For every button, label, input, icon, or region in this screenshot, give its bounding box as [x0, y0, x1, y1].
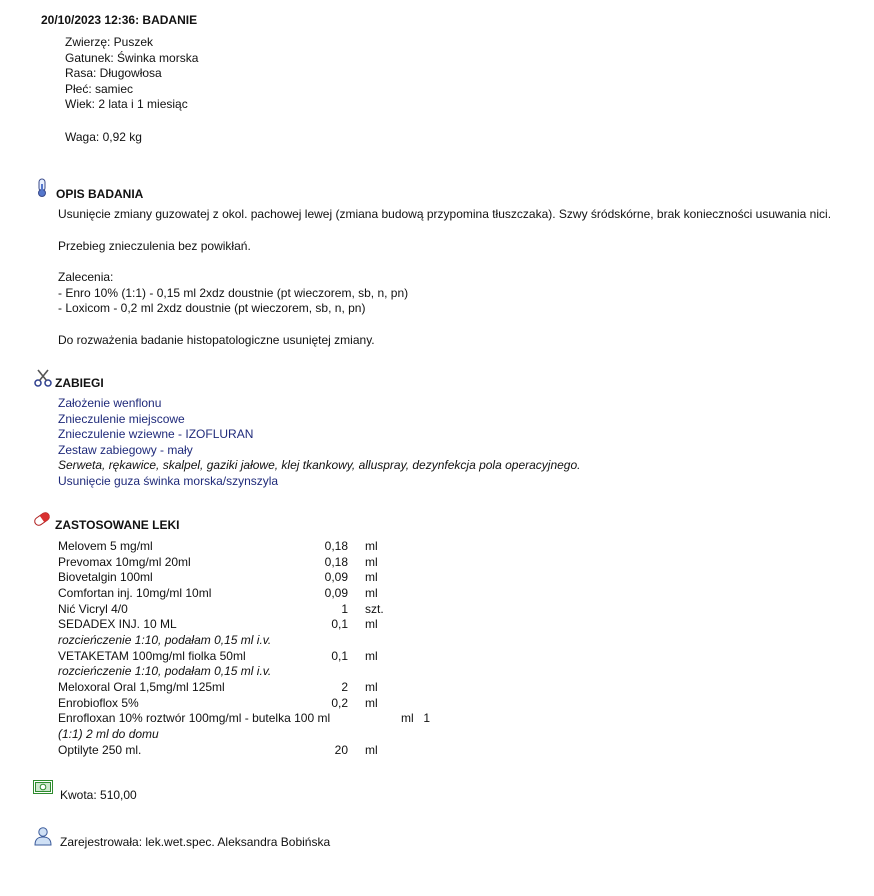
procedure-note: Serweta, rękawice, skalpel, gaziki jałowe, klej tkankowy, alluspray, dezynfekcja pola operacyjnego. [58, 458, 581, 473]
drugs-section-title: ZASTOSOWANE LEKI [55, 518, 180, 532]
drug-name: Comfortan inj. 10mg/ml 10ml [58, 586, 212, 600]
drug-note: rozcieńczenie 1:10, podałam 0,15 ml i.v. [58, 664, 272, 678]
drug-row [58, 680, 418, 696]
recommendation-item: - Loxicom - 0,2 ml 2xdz doustnie (pt wieczorem, sb, n, pn) [58, 301, 366, 316]
user-icon [33, 826, 53, 846]
scissors-icon [34, 369, 52, 387]
drug-row [58, 649, 418, 665]
procedures-section-title: ZABIEGI [55, 376, 104, 390]
drug-row [58, 696, 418, 712]
visit-title: 20/10/2023 12:36: BADANIE [41, 13, 198, 27]
drug-row [58, 555, 418, 571]
drug-qty: 0,2 [331, 696, 348, 710]
pet-name: Zwierzę: Puszek [65, 35, 154, 49]
drug-qty: 1 [341, 602, 348, 616]
drug-qty: 20 [334, 743, 348, 757]
pill-icon [33, 511, 51, 527]
procedures-list [58, 396, 580, 490]
drug-qty: 1 [423, 711, 430, 725]
pet-info [65, 35, 198, 113]
procedure-item[interactable]: Znieczulenie miejscowe [58, 411, 185, 426]
drug-unit: ml [365, 680, 378, 694]
drug-qty: 0,09 [324, 586, 348, 600]
procedure-item[interactable]: Usunięcie guza świnka morska/szynszyla [58, 473, 279, 488]
drug-unit: ml [365, 696, 378, 710]
drug-note: (1:1) 2 ml do domu [58, 727, 159, 741]
drug-name: SEDADEX INJ. 10 ML [58, 617, 177, 631]
drug-unit: ml [365, 555, 378, 569]
drug-name: VETAKETAM 100mg/ml fiolka 50ml [58, 649, 246, 663]
drug-row [58, 586, 418, 602]
drug-name: Prevomax 10mg/ml 20ml [58, 555, 191, 569]
drug-qty: 0,09 [324, 570, 348, 584]
drug-name: Meloxoral Oral 1,5mg/ml 125ml [58, 680, 225, 694]
drug-unit: ml [365, 570, 378, 584]
pet-breed: Rasa: Długowłosa [65, 66, 162, 81]
payment-amount: Kwota: 510,00 [60, 788, 137, 802]
drug-unit: ml [401, 711, 414, 725]
drug-unit: ml [365, 539, 378, 553]
pet-age: Wiek: 2 lata i 1 miesiąc [65, 97, 188, 112]
drug-unit: ml [365, 617, 378, 631]
drug-name: Optilyte 250 ml. [58, 743, 142, 757]
pet-weight: Waga: 0,92 kg [65, 130, 142, 144]
recommendation-item: - Enro 10% (1:1) - 0,15 ml 2xdz doustnie (pt wieczorem, sb, n, pn) [58, 285, 409, 300]
drug-row [58, 743, 418, 759]
procedure-item[interactable]: Znieczulenie wziewne - IZOFLURAN [58, 427, 254, 442]
drug-row [58, 570, 418, 586]
drug-unit: ml [365, 649, 378, 663]
exam-consideration: Do rozważenia badanie histopatologiczne usuniętej zmiany. [58, 333, 375, 347]
procedure-item[interactable]: Założenie wenflonu [58, 396, 162, 410]
drug-qty: 0,18 [324, 539, 348, 553]
pet-species: Gatunek: Świnka morska [65, 50, 199, 65]
drug-unit: ml [365, 743, 378, 757]
recommendations-label: Zalecenia: [58, 270, 114, 284]
exam-anesthesia: Przebieg znieczulenia bez powikłań. [58, 239, 251, 253]
drug-row [58, 539, 418, 555]
drug-row [58, 711, 458, 727]
drug-name: Enrobioflox 5% [58, 696, 139, 710]
recommendations [58, 270, 408, 317]
exam-description: Usunięcie zmiany guzowatej z okol. pachowej lewej (zmiana budową przypomina tłuszczaka). Szwy śródskórne, brak konieczności usuwania nici. [58, 207, 832, 221]
procedure-item[interactable]: Zestaw zabiegowy - mały [58, 442, 193, 457]
drug-qty: 2 [341, 680, 348, 694]
drug-qty: 0,18 [324, 555, 348, 569]
drug-name: Biovetalgin 100ml [58, 570, 153, 584]
drug-qty: 0,1 [331, 649, 348, 663]
drug-unit: ml [365, 586, 378, 600]
money-icon [33, 780, 53, 794]
drug-row [58, 602, 418, 618]
registered-by: Zarejestrowała: lek.wet.spec. Aleksandra Bobińska [60, 835, 331, 849]
exam-section-title: OPIS BADANIA [56, 187, 144, 201]
thermometer-icon [35, 178, 49, 198]
pet-sex: Płeć: samiec [65, 81, 134, 96]
drug-name: Enrofloxan 10% roztwór 100mg/ml - butelka 100 ml [58, 711, 331, 725]
drug-qty: 0,1 [331, 617, 348, 631]
drug-row [58, 617, 418, 633]
drug-name: Melovem 5 mg/ml [58, 539, 153, 553]
drug-name: Nić Vicryl 4/0 [58, 602, 128, 616]
drug-note: rozcieńczenie 1:10, podałam 0,15 ml i.v. [58, 633, 272, 647]
drug-unit: szt. [365, 602, 384, 616]
